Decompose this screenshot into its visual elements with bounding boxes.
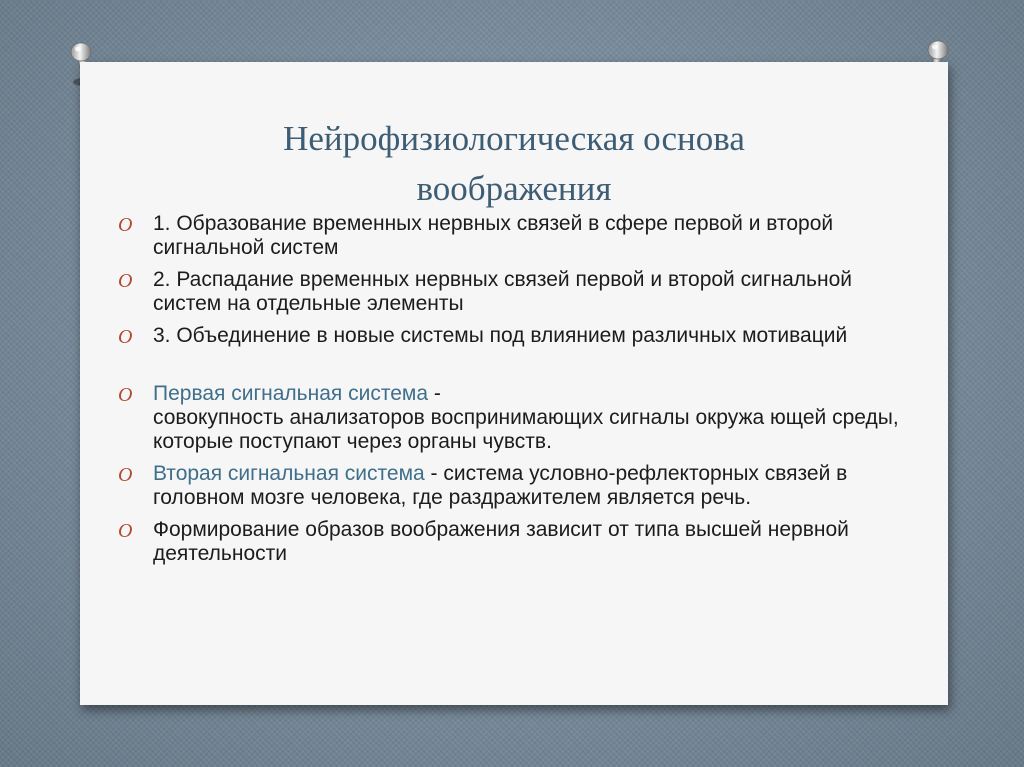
bullet-marker-icon: O: [118, 214, 133, 236]
definition-item-first-signal-system: [118, 382, 918, 454]
bullet-text: 1. Образование временных нервных связей в сфере первой и второй сигнальной систем: [153, 212, 834, 259]
definition-term: Первая сигнальная система: [153, 382, 429, 405]
slide-title-line-1: Нейрофизиологическая основа: [283, 119, 745, 158]
list-item: [118, 268, 918, 316]
slide-title-line-2: воображения: [416, 169, 612, 208]
definition-text: [153, 462, 918, 510]
definition-body: - система условно-рефлекторных связей в головном мозге человека, где раздражителем является речь.: [153, 462, 848, 509]
bullet-marker-icon: O: [118, 326, 133, 348]
definition-item-second-signal-system: [118, 462, 918, 510]
slide-title: [80, 114, 948, 214]
definition-separator: -: [428, 382, 441, 405]
list-item: [118, 324, 918, 348]
bullet-marker-icon: O: [118, 464, 133, 486]
slide-card: [80, 62, 948, 705]
bullet-text: Формирование образов воображения зависит от типа высшей нервной деятельности: [153, 518, 849, 565]
bullet-list: [118, 212, 918, 574]
definition-body: совокупность анализаторов воспринимающих сигналы окружа ющей среды, которые поступают через органы чувств.: [153, 406, 899, 453]
list-item: [118, 518, 918, 566]
definition-term: Вторая сигнальная система: [153, 462, 425, 485]
bullet-text: 3. Объединение в новые системы под влиянием различных мотиваций: [153, 324, 848, 347]
bullet-marker-icon: O: [118, 384, 133, 406]
bullet-marker-icon: O: [118, 520, 133, 542]
bullet-marker-icon: O: [118, 270, 133, 292]
definition-text: [153, 382, 918, 454]
bullet-text: 2. Распадание временных нервных связей первой и второй сигнальной систем на отдельные элементы: [153, 268, 852, 315]
list-item: [118, 212, 918, 260]
